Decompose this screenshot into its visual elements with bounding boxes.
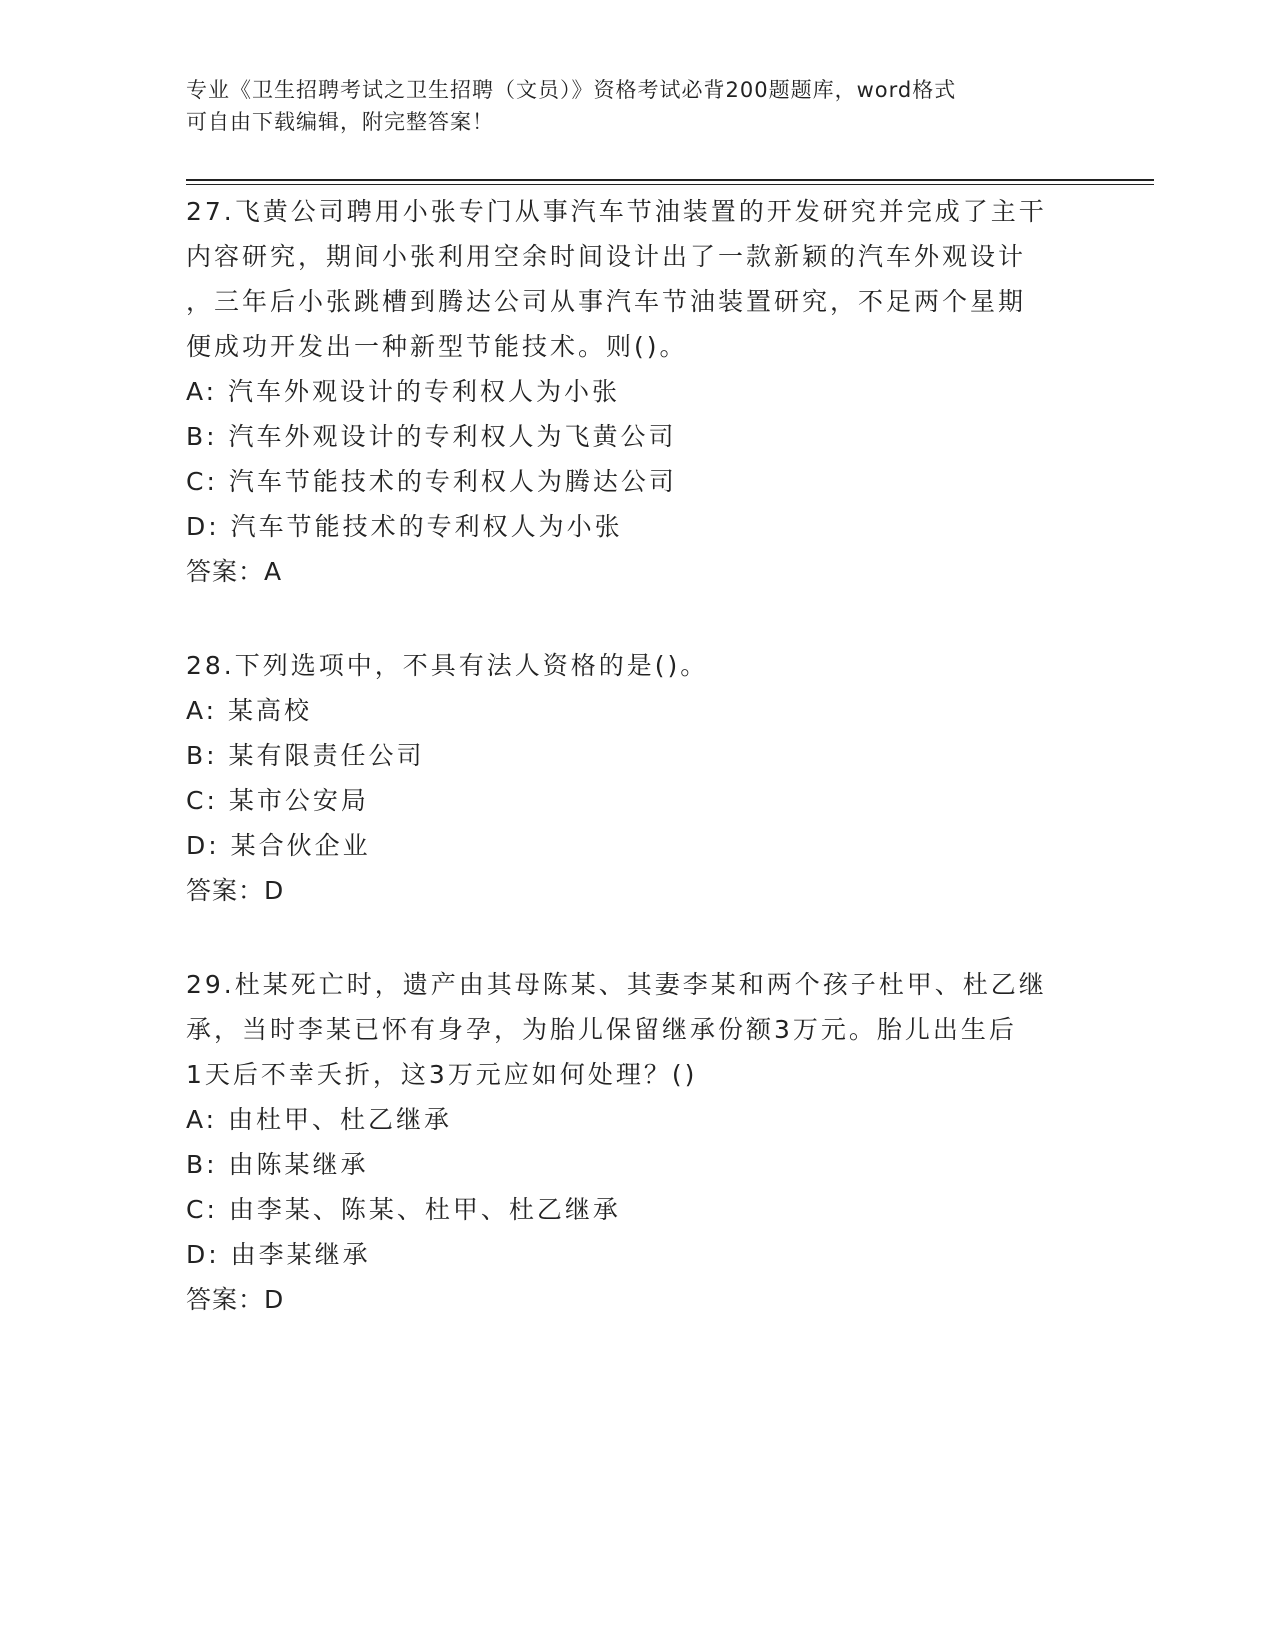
stem-line: 内容研究，期间小张利用空余时间设计出了一款新颖的汽车外观设计: [186, 242, 1027, 271]
stem-line: 28.下列选项中，不具有法人资格的是()。: [186, 651, 709, 680]
option-c: C: 汽车节能技术的专利权人为腾达公司: [186, 467, 677, 496]
stem-line: ，三年后小张跳槽到腾达公司从事汽车节油装置研究，不足两个星期: [186, 287, 1027, 316]
answer-line: [186, 868, 1086, 913]
question-28: [186, 643, 1086, 913]
option-c: C: 由李某、陈某、杜甲、杜乙继承: [186, 1195, 621, 1224]
question-stem: [186, 962, 1086, 1097]
answer-label: 答案：: [186, 876, 265, 905]
answer-value: A: [264, 557, 282, 586]
option-d: D: 由李某继承: [186, 1240, 371, 1269]
option-a: A: 由杜甲、杜乙继承: [186, 1105, 453, 1134]
stem-line: 27.飞黄公司聘用小张专门从事汽车节油装置的开发研究并完成了主干: [186, 197, 1047, 226]
option-a: A: 汽车外观设计的专利权人为小张: [186, 377, 621, 406]
answer-label: 答案：: [186, 557, 265, 586]
option-b: B: 某有限责任公司: [186, 741, 425, 770]
stem-line: 便成功开发出一种新型节能技术。则()。: [186, 332, 688, 361]
header-line-2: 可自由下载编辑，附完整答案！: [186, 110, 494, 134]
stem-line: 29.杜某死亡时，遗产由其母陈某、其妻李某和两个孩子杜甲、杜乙继: [186, 970, 1047, 999]
option-b: B: 汽车外观设计的专利权人为飞黄公司: [186, 422, 677, 451]
header-line-1: 专业《卫生招聘考试之卫生招聘（文员）》资格考试必背200题题库，word格式: [186, 78, 957, 102]
answer-line: [186, 1277, 1086, 1322]
answer-value: D: [264, 876, 284, 905]
question-29: [186, 962, 1086, 1322]
stem-line: 1天后不幸夭折，这3万元应如何处理？(): [186, 1060, 698, 1089]
stem-line: 承，当时李某已怀有身孕，为胎儿保留继承份额3万元。胎儿出生后: [186, 1015, 1017, 1044]
option-a: A: 某高校: [186, 696, 313, 725]
answer-value: D: [264, 1285, 284, 1314]
answer-line: [186, 549, 1086, 594]
option-d: D: 汽车节能技术的专利权人为小张: [186, 512, 623, 541]
document-header: [186, 74, 1086, 138]
header-divider-thick: [186, 179, 1154, 181]
question-27: [186, 189, 1086, 594]
option-c: C: 某市公安局: [186, 786, 369, 815]
question-stem: [186, 189, 1086, 369]
option-d: D: 某合伙企业: [186, 831, 371, 860]
header-divider-thin: [186, 184, 1154, 185]
question-stem: [186, 643, 1086, 688]
option-b: B: 由陈某继承: [186, 1150, 369, 1179]
answer-label: 答案：: [186, 1285, 265, 1314]
